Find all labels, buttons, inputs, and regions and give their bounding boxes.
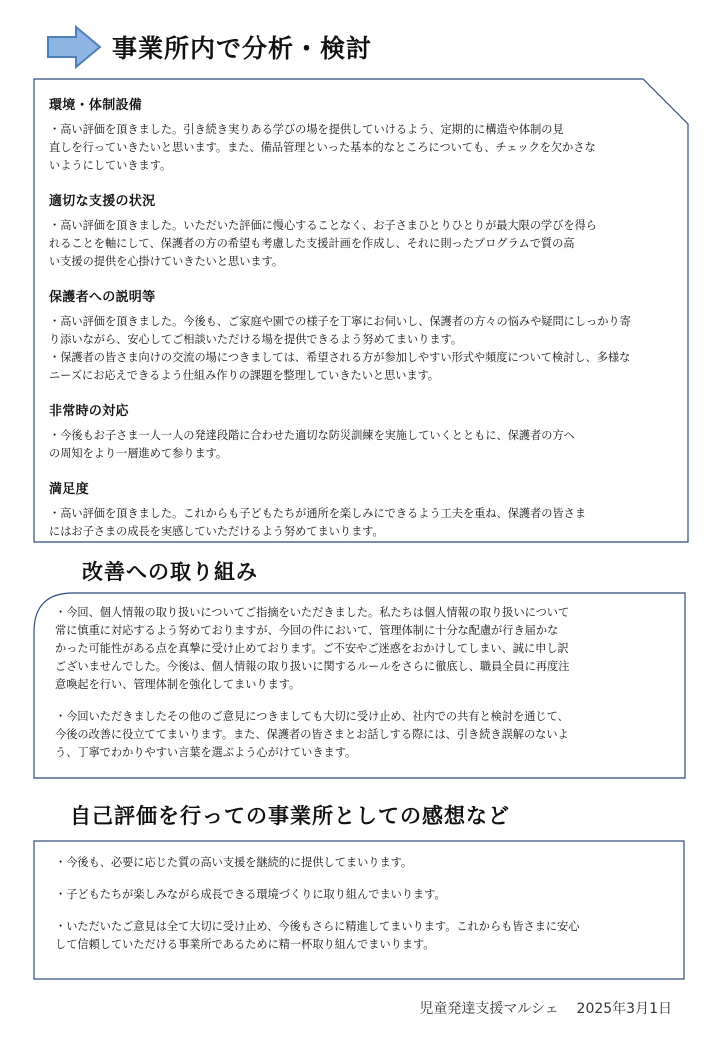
section-heading-environment: 環境・体制設備 [49, 98, 143, 113]
section-text-environment: ・高い評価を頂きました。引き続き実りある学びの場を提供していけるよう、定期的に構造や体制の見 直しを行っていきたいと思います。また、備品管理といった基本的なところについても、チェックを欠かさな いようにしていきます。 [49, 123, 596, 172]
section-heading-explanation: 保護者への説明等 [49, 290, 156, 305]
footer-date: 2025年3月1日 [576, 1001, 672, 1017]
section-emergency [49, 400, 689, 463]
impressions-paragraph-1: ・今後も、必要に応じた質の高い支援を継続的に提供してまいります。 [55, 856, 413, 869]
section-text-emergency: ・今後もお子さま一人一人の発達段階に合わせた適切な防災訓練を実施していくとともに、保護者の方へ の周知をより一層進めて参ります。 [49, 429, 575, 460]
section-text-satisfaction: ・高い評価を頂きました。これからも子どもたちが通所を楽しみにできるよう工夫を重ね、保護者の皆さま にはお子さまの成長を実感していただけるよう努めてまいります。 [49, 507, 587, 538]
improvement-paragraph-1: ・今回、個人情報の取り扱いについてご指摘をいただきました。私たちは個人情報の取り扱いについて 常に慎重に対応するよう努めておりますが、今回の件において、管理体制に十分な配慮が行き届かな かった可能性がある点を真摯に受け止めております。ご不安やご迷惑をおかけしてしまい、誠に申し訳 ございませんでした。今後は、個人情報の取り扱いに関するルールをさらに徹底し、職員全員に再度注 意喚起を行い、管理体制を強化してまいります。 [55, 606, 570, 691]
section-environment [49, 94, 689, 175]
section-heading-support: 適切な支援の状況 [49, 194, 156, 209]
impressions-paragraph-3: ・いただいたご意見は全て大切に受け止め、今後もさらに精進してまいります。これからも皆さまに安心 して信頼していただける事業所であるために精一杯取り組んでまいります。 [55, 920, 580, 951]
impressions-heading: 自己評価を行っての事業所としての感想など [70, 804, 510, 828]
section-text-explanation: ・高い評価を頂きました。今後も、ご家庭や園での様子を丁寧にお伺いし、保護者の方々の悩みや疑問にしっかり寄 り添いながら、安心してご相談いただける場を提供できるよう努めてまいります。 ・保護者の皆さま向けの交流の場につきましては、希望される方が参加しやすい形式や頻度について検討し、多様な ニーズにお応えできるよう仕組み作りの課題を整理していきたいと思います。 [49, 315, 631, 382]
section-text-support: ・高い評価を頂きました。いただいた評価に慢心することなく、お子さまひとりひとりが最大限の学びを得ら れることを軸にして、保護者の方の希望も考慮した支援計画を作成し、それに則ったプログラムで質の高 い支援の提供を心掛けていきたいと思います。 [49, 219, 597, 268]
page-title: 事業所内で分析・検討 [112, 34, 373, 63]
section-explanation [49, 286, 689, 385]
improvement-heading: 改善への取り組み [82, 560, 258, 584]
improvement-box [33, 592, 686, 779]
section-satisfaction [49, 478, 689, 541]
footer-organization: 児童発達支援マルシェ [419, 1001, 559, 1017]
section-heading-satisfaction: 満足度 [49, 482, 89, 497]
analysis-box [33, 78, 689, 543]
section-heading-emergency: 非常時の対応 [49, 404, 129, 419]
right-arrow-icon [46, 25, 102, 69]
impressions-paragraph-2: ・子どもたちが楽しみながら成長できる環境づくりに取り組んでまいります。 [55, 888, 446, 901]
improvement-paragraph-2: ・今回いただきましたその他のご意見につきましても大切に受け止め、社内での共有と検討を通じて、 今後の改善に役立ててまいります。また、保護者の皆さまとお話しする際には、引き続き誤解のないよ う、丁寧でわかりやすい言葉を選ぶよう心がけていきます。 [55, 710, 569, 759]
impressions-box [33, 840, 685, 980]
footer [419, 998, 672, 1018]
title-row [46, 22, 372, 72]
section-support [49, 190, 689, 271]
